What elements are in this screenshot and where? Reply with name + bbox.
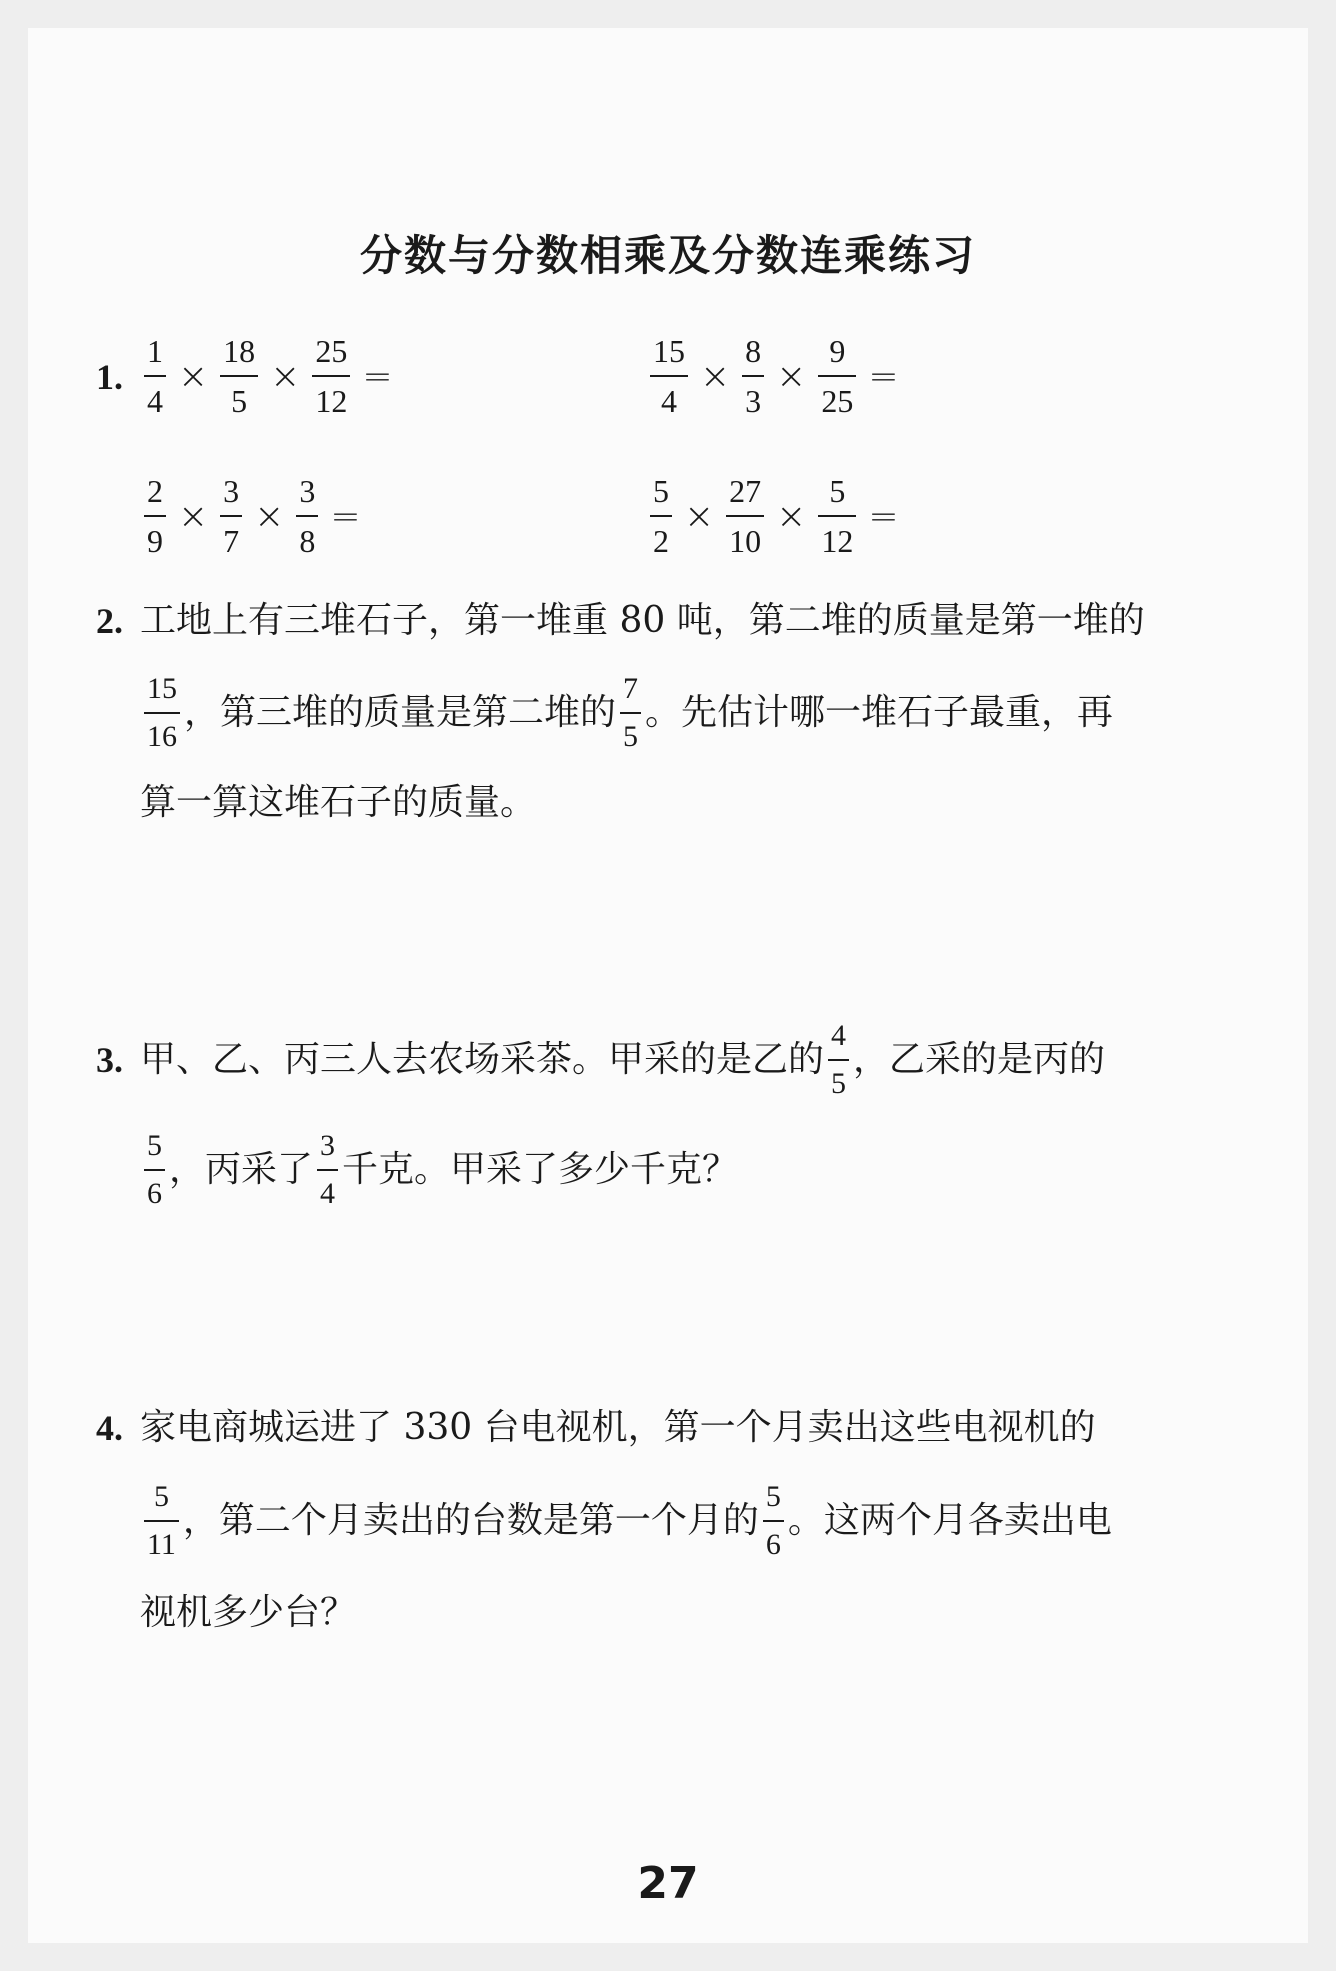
question-2-line-2: $\frac{15}{16}$ ，第三堆的质量是第二堆的 $\frac{7}{5}$ 。先估计哪一堆石子最重，再 xyxy=(140,668,1113,758)
times-sign: × xyxy=(270,355,301,397)
worksheet-page xyxy=(28,28,1308,1943)
expression-1d xyxy=(646,466,907,566)
times-sign: × xyxy=(178,495,209,537)
question-2-line-3: 算一算这堆石子的质量。 xyxy=(140,782,537,823)
question-4-line-2: $\frac{5}{11}$ ，第二个月卖出的台数是第一个月的 $\frac{5}{6}$ 。这两个月各卖出电 xyxy=(140,1476,1112,1566)
fraction: $\frac{3}{4}$ xyxy=(317,1125,338,1215)
question-4-number: 4. xyxy=(96,1408,123,1448)
times-sign: × xyxy=(684,495,715,537)
times-sign: × xyxy=(700,355,731,397)
question-3-number: 3. xyxy=(96,1040,123,1080)
fraction: $\frac{5}{12}$ xyxy=(818,469,856,563)
fraction: $\frac{5}{6}$ xyxy=(144,1125,165,1215)
fraction: $\frac{7}{5}$ xyxy=(620,668,641,758)
expression-1a xyxy=(140,326,401,426)
fraction: $\frac{1}{4}$ xyxy=(144,329,166,423)
times-sign: × xyxy=(178,355,209,397)
times-sign: × xyxy=(776,495,807,537)
question-3-line-1: 甲、乙、丙三人去农场采茶。甲采的是乙的 $\frac{4}{5}$ ，乙采的是丙的 xyxy=(140,1015,1105,1105)
question-3-line-2: $\frac{5}{6}$ ，丙采了 $\frac{3}{4}$ 千克。甲采了多少千克？ xyxy=(140,1125,738,1215)
fraction: $\frac{18}{5}$ xyxy=(220,329,258,423)
page-number: 27 xyxy=(637,1858,699,1909)
fraction: $\frac{27}{10}$ xyxy=(726,469,764,563)
fraction: $\frac{3}{8}$ xyxy=(296,469,318,563)
page-title: 分数与分数相乘及分数连乘练习 xyxy=(359,231,976,280)
fraction: $\frac{8}{3}$ xyxy=(742,329,764,423)
question-2-line-1: 工地上有三堆石子，第一堆重 80 吨，第二堆的质量是第一堆的 xyxy=(140,600,1145,641)
question-4-line-1: 家电商城运进了 330 台电视机，第一个月卖出这些电视机的 xyxy=(140,1407,1096,1448)
fraction: $\frac{25}{12}$ xyxy=(312,329,350,423)
fraction: $\frac{5}{2}$ xyxy=(650,469,672,563)
expression-1c xyxy=(140,466,369,566)
times-sign: × xyxy=(776,355,807,397)
question-2-number: 2. xyxy=(96,601,123,641)
equals-sign: = xyxy=(330,495,361,537)
fraction: $\frac{15}{4}$ xyxy=(650,329,688,423)
fraction: $\frac{9}{25}$ xyxy=(818,329,856,423)
fraction: $\frac{5}{6}$ xyxy=(763,1476,784,1566)
fraction: $\frac{4}{5}$ xyxy=(828,1015,849,1105)
equals-sign: = xyxy=(868,495,899,537)
question-4-line-3: 视机多少台？ xyxy=(140,1592,357,1633)
question-1-number: 1. xyxy=(96,357,123,397)
fraction: $\frac{3}{7}$ xyxy=(220,469,242,563)
fraction: $\frac{15}{16}$ xyxy=(144,668,180,758)
equals-sign: = xyxy=(868,355,899,397)
expression-1b xyxy=(646,326,907,426)
equals-sign: = xyxy=(362,355,393,397)
fraction: $\frac{2}{9}$ xyxy=(144,469,166,563)
fraction: $\frac{5}{11}$ xyxy=(144,1476,179,1566)
times-sign: × xyxy=(254,495,285,537)
